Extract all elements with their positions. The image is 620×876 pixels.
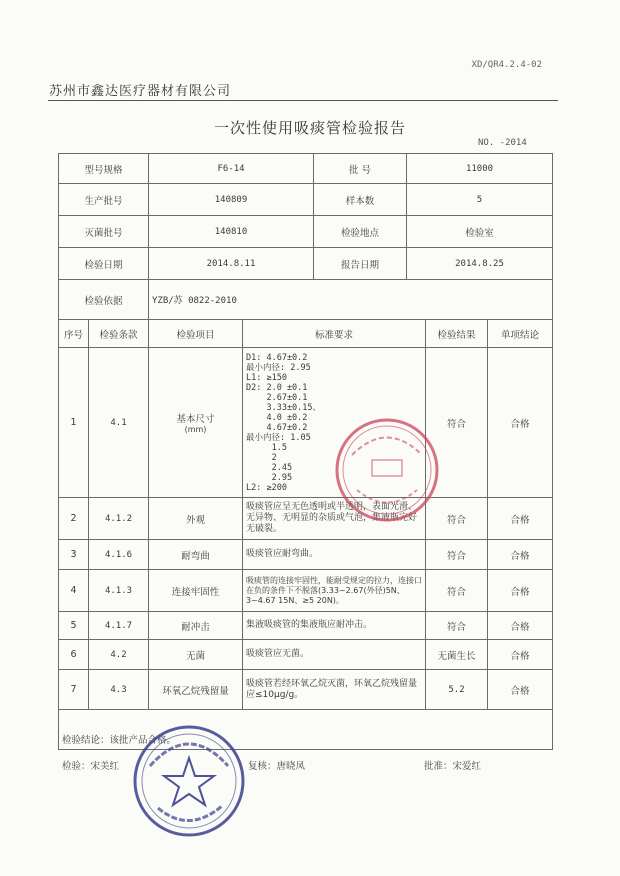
prod-batch-value: 140809 bbox=[149, 184, 314, 216]
req-line: L2: ≥200 bbox=[246, 482, 287, 493]
approver-name: 宋爱红 bbox=[452, 761, 482, 772]
steril-label: 灭菌批号 bbox=[59, 216, 149, 248]
row-result: 符合 bbox=[426, 498, 488, 540]
row-result: 5.2 bbox=[426, 670, 488, 710]
row-result: 符合 bbox=[426, 348, 488, 498]
req-line: D2: 2.0 ±0.1 bbox=[246, 382, 308, 393]
req-line: 2.95 bbox=[246, 472, 293, 483]
row-clause: 4.1.6 bbox=[89, 540, 149, 570]
row-verdict: 合格 bbox=[488, 612, 553, 640]
blue-seal-stamp bbox=[130, 722, 248, 840]
req-line: 1.5 bbox=[246, 442, 287, 453]
info-row bbox=[59, 184, 553, 216]
row-no: 6 bbox=[59, 640, 89, 670]
results-table bbox=[58, 319, 553, 750]
batch-value: 11000 bbox=[407, 154, 553, 184]
results-header-row bbox=[59, 320, 553, 348]
req-line: 最小内径: 1.05 bbox=[246, 432, 311, 443]
report-date-label: 报告日期 bbox=[314, 248, 407, 280]
date-value: 2014.8.11 bbox=[149, 248, 314, 280]
row-item: 连接牢固性 bbox=[149, 570, 243, 612]
conclusion: 检验结论：该批产品合格。 bbox=[59, 710, 553, 750]
row-no: 4 bbox=[59, 570, 89, 612]
row-item: 耐冲击 bbox=[149, 612, 243, 640]
row-requirement: 吸痰管应呈无色透明或半透明，表面光滑、无异物、无明显的杂质或气泡，集液瓶完好无破裂。 bbox=[243, 498, 426, 540]
req-line: 2.67±0.1 bbox=[246, 392, 308, 403]
inspector-name: 宋美红 bbox=[90, 761, 120, 772]
basis-label: 检验依据 bbox=[59, 280, 149, 320]
row-clause: 4.1 bbox=[89, 348, 149, 498]
row-result: 符合 bbox=[426, 612, 488, 640]
red-seal-stamp bbox=[332, 415, 442, 525]
row-item-label: 基本尺寸 bbox=[176, 414, 215, 425]
document-code: XD/QR4.2.4-02 bbox=[471, 60, 542, 70]
reviewer-label: 复核： bbox=[248, 761, 277, 772]
header-result: 检验结果 bbox=[426, 320, 488, 348]
row-verdict: 合格 bbox=[488, 540, 553, 570]
date-label: 检验日期 bbox=[59, 248, 149, 280]
header-rule bbox=[48, 100, 558, 101]
row-clause: 4.1.3 bbox=[89, 570, 149, 612]
row-no: 5 bbox=[59, 612, 89, 640]
row-clause: 4.2 bbox=[89, 640, 149, 670]
place-value: 检验室 bbox=[407, 216, 553, 248]
steril-value: 140810 bbox=[149, 216, 314, 248]
row-verdict: 合格 bbox=[488, 348, 553, 498]
row-item bbox=[149, 348, 243, 498]
row-item-unit: (mm) bbox=[184, 425, 207, 434]
row-no: 1 bbox=[59, 348, 89, 498]
row-clause: 4.1.2 bbox=[89, 498, 149, 540]
row-clause: 4.1.7 bbox=[89, 612, 149, 640]
row-item: 无菌 bbox=[149, 640, 243, 670]
info-row bbox=[59, 280, 553, 320]
info-row bbox=[59, 248, 553, 280]
header-verdict: 单项结论 bbox=[488, 320, 553, 348]
place-label: 检验地点 bbox=[314, 216, 407, 248]
approver-label: 批准： bbox=[424, 761, 453, 772]
info-row bbox=[59, 216, 553, 248]
info-row bbox=[59, 154, 553, 184]
table-row bbox=[59, 540, 553, 570]
row-requirement: 吸痰管的连接牢固性，能耐受规定的拉力，连接口在负的条件下不脱落(3.33~2.67(外径)5N、3~4.67 15N、≥5 20N)。 bbox=[243, 570, 426, 612]
row-clause: 4.3 bbox=[89, 670, 149, 710]
basis-value: YZB/苏 0822-2010 bbox=[149, 280, 553, 320]
req-line: 3.33±0.15、 bbox=[246, 402, 322, 413]
row-no: 2 bbox=[59, 498, 89, 540]
prod-batch-label: 生产批号 bbox=[59, 184, 149, 216]
row-verdict: 合格 bbox=[488, 670, 553, 710]
row-item: 环氧乙烷残留量 bbox=[149, 670, 243, 710]
model-value: F6-14 bbox=[149, 154, 314, 184]
row-item: 外观 bbox=[149, 498, 243, 540]
row-result: 无菌生长 bbox=[426, 640, 488, 670]
row-requirement: 吸痰管应耐弯曲。 bbox=[243, 540, 426, 570]
info-table bbox=[58, 153, 553, 320]
report-date-value: 2014.8.25 bbox=[407, 248, 553, 280]
model-label: 型号规格 bbox=[59, 154, 149, 184]
row-requirement: 吸痰管应无菌。 bbox=[243, 640, 426, 670]
req-line: 4.0 ±0.2 bbox=[246, 412, 308, 423]
row-verdict: 合格 bbox=[488, 570, 553, 612]
row-verdict: 合格 bbox=[488, 498, 553, 540]
company-name: 苏州市鑫达医疗器材有限公司 bbox=[49, 84, 232, 99]
req-line: 最小内径: 2.95 bbox=[246, 362, 311, 373]
header-no: 序号 bbox=[59, 320, 89, 348]
row-no: 3 bbox=[59, 540, 89, 570]
reviewer-sign bbox=[248, 758, 305, 772]
req-line: 4.67±0.2 bbox=[246, 422, 308, 433]
batch-label: 批 号 bbox=[314, 154, 407, 184]
reviewer-name: 唐晓凤 bbox=[276, 761, 306, 772]
req-line: 2 bbox=[246, 452, 277, 463]
req-line: D1: 4.67±0.2 bbox=[246, 352, 308, 363]
header-requirement: 标准要求 bbox=[243, 320, 426, 348]
row-verdict: 合格 bbox=[488, 640, 553, 670]
table-row bbox=[59, 570, 553, 612]
table-row bbox=[59, 640, 553, 670]
table-row bbox=[59, 612, 553, 640]
table-row bbox=[59, 670, 553, 710]
sample-value: 5 bbox=[407, 184, 553, 216]
sample-label: 样本数 bbox=[314, 184, 407, 216]
row-result: 符合 bbox=[426, 540, 488, 570]
table-row bbox=[59, 498, 553, 540]
header-item: 检验项目 bbox=[149, 320, 243, 348]
inspector-sign bbox=[62, 758, 119, 772]
row-result: 符合 bbox=[426, 570, 488, 612]
row-item: 耐弯曲 bbox=[149, 540, 243, 570]
row-requirement: 集液吸痰管的集液瓶应耐冲击。 bbox=[243, 612, 426, 640]
req-line: L1: ≥150 bbox=[246, 372, 287, 383]
row-requirement: 吸痰管若经环氧乙烷灭菌，环氧乙烷残留量应≤10μg/g。 bbox=[243, 670, 426, 710]
req-line: 2.45 bbox=[246, 462, 293, 473]
report-title: 一次性使用吸痰管检验报告 bbox=[213, 119, 406, 137]
row-no: 7 bbox=[59, 670, 89, 710]
inspector-label: 检验： bbox=[62, 761, 91, 772]
approver-sign bbox=[424, 758, 481, 772]
report-number: NO. -2014 bbox=[478, 138, 527, 148]
header-clause: 检验条款 bbox=[89, 320, 149, 348]
table-row bbox=[59, 348, 553, 498]
